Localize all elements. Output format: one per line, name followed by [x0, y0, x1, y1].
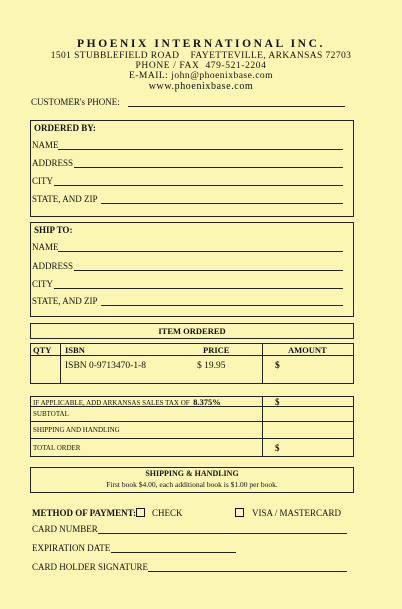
item-table-divider-qty — [60, 343, 61, 384]
ordered-by-city-label: CITY — [32, 176, 53, 186]
ship-to-city-label: CITY — [32, 279, 53, 289]
company-website: www.phoenixbase.com — [148, 81, 254, 92]
ship-to-city-field[interactable] — [54, 288, 343, 289]
totals-column-divider — [262, 396, 263, 457]
company-name: PHOENIX INTERNATIONAL INC. — [77, 38, 325, 50]
col-header-qty: QTY — [33, 345, 52, 355]
item-isbn-value: ISBN 0-9713470-1-8 — [65, 361, 147, 371]
ship-to-address-field[interactable] — [74, 270, 343, 271]
email-address: john@phoenixbase.com — [171, 71, 274, 81]
total-order-value[interactable]: $ — [275, 443, 280, 453]
email-label: E-MAIL: — [128, 71, 169, 81]
signature-field[interactable] — [148, 571, 347, 572]
item-qty-field[interactable] — [33, 360, 58, 380]
expiration-date-field[interactable] — [111, 552, 236, 553]
sales-tax-value[interactable]: $ — [275, 397, 280, 407]
ship-to-address-label: ADDRESS — [32, 261, 74, 271]
phone-number: 479-521-2204 — [205, 61, 267, 71]
visa-mastercard-label: VISA / MASTERCARD — [252, 508, 342, 518]
customer-phone-label: CUSTOMER's PHONE: — [31, 97, 120, 107]
visa-mastercard-checkbox[interactable] — [235, 508, 244, 517]
ordered-by-address-field[interactable] — [74, 167, 343, 168]
ship-to-name-field[interactable] — [58, 251, 343, 252]
ship-to-name-label: NAME — [32, 242, 59, 252]
item-price-value: $ 19.95 — [197, 361, 226, 371]
totals-divider-2 — [30, 421, 354, 422]
sales-tax-row — [33, 397, 221, 407]
sales-tax-rate: 8.375% — [193, 397, 221, 407]
ship-to-state-zip-field[interactable] — [101, 305, 343, 306]
total-order-label: TOTAL ORDER — [33, 444, 81, 452]
item-ordered-title: ITEM ORDERED — [158, 326, 226, 336]
shipping-handling-text: First book $4.00, each additional book is $1.00 per book. — [106, 480, 278, 489]
ship-to-title: SHIP TO: — [34, 225, 73, 235]
check-checkbox[interactable] — [136, 508, 145, 517]
customer-phone-field[interactable] — [128, 106, 345, 107]
subtotal-label: SUBTOTAL — [33, 410, 69, 418]
sales-tax-label: IF APPLICABLE, ADD ARKANSAS SALES TAX OF — [33, 399, 190, 407]
ordered-by-state-zip-label: STATE, AND ZIP — [32, 194, 98, 204]
ordered-by-address-label: ADDRESS — [32, 158, 74, 168]
ordered-by-name-field[interactable] — [58, 149, 343, 150]
ordered-by-state-zip-field[interactable] — [101, 203, 343, 204]
ordered-by-title: ORDERED BY: — [34, 123, 96, 133]
company-phone — [0, 61, 402, 71]
shipping-handling-label: SHIPPING AND HANDLING — [33, 426, 120, 434]
shipping-handling-title: SHIPPING & HANDLING — [145, 469, 239, 478]
col-header-price: PRICE — [203, 345, 230, 355]
street-address: 1501 STUBBLEFIELD ROAD — [50, 51, 180, 61]
signature-label: CARD HOLDER SIGNATURE — [32, 562, 149, 572]
check-label: CHECK — [152, 508, 183, 518]
col-header-isbn: ISBN — [65, 345, 85, 355]
totals-divider-3 — [30, 438, 354, 439]
payment-method-label: METHOD OF PAYMENT: — [32, 508, 136, 518]
company-address — [0, 51, 402, 61]
ordered-by-city-field[interactable] — [54, 185, 343, 186]
ship-to-state-zip-label: STATE, AND ZIP — [32, 296, 98, 306]
company-email — [0, 71, 402, 81]
ordered-by-name-label: NAME — [32, 140, 59, 150]
expiration-date-label: EXPIRATION DATE — [32, 543, 111, 553]
item-amount-value[interactable]: $ — [275, 361, 280, 371]
card-number-label: CARD NUMBER — [32, 524, 98, 534]
col-header-amount: AMOUNT — [288, 345, 327, 355]
item-table-header-divider — [30, 355, 354, 356]
card-number-field[interactable] — [98, 533, 347, 534]
item-table-divider-amount — [262, 343, 263, 384]
city-state-zip: FAYETTEVILLE, ARKANSAS 72703 — [190, 51, 352, 61]
phone-label: PHONE / FAX — [135, 61, 200, 71]
